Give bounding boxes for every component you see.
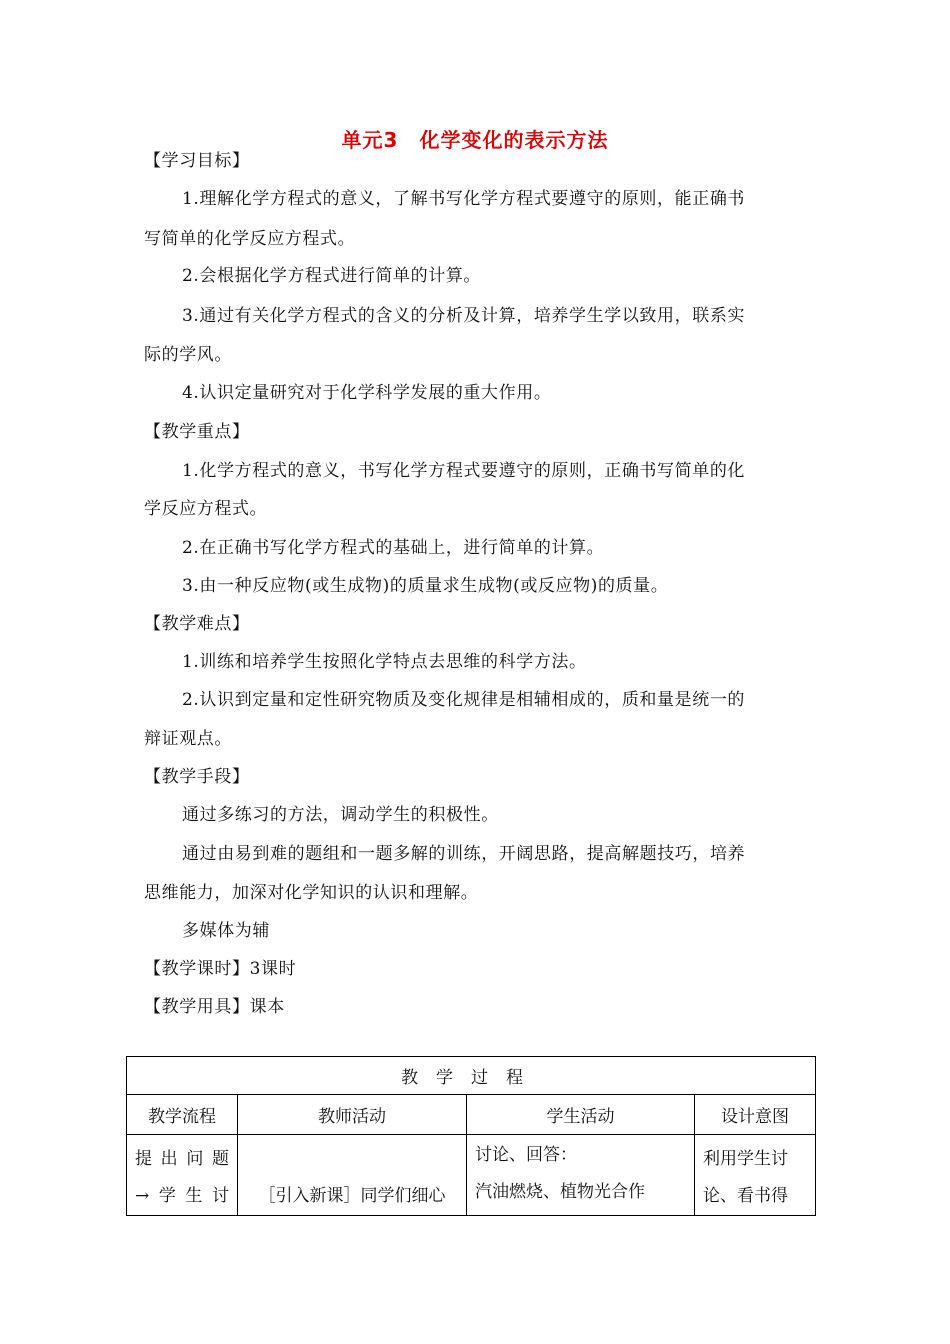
student-cell (467, 1135, 695, 1216)
table-header: 教学过程 (127, 1057, 816, 1095)
objective-3-line-2: 际的学风。 (144, 345, 232, 365)
flow-cell (127, 1135, 238, 1216)
teaching-process-table (126, 1056, 816, 1216)
objective-1-line-1: 1.理解化学方程式的意义，了解书写化学方程式要遵守的原则，能正确书 (182, 189, 746, 209)
column-header-flow: 教学流程 (127, 1095, 238, 1135)
intent-line-1: 利用学生讨 (703, 1149, 788, 1169)
column-header-teacher: 教师活动 (238, 1095, 467, 1135)
column-header-student: 学生活动 (467, 1095, 695, 1135)
section-heading-objectives: 【学习目标】 (144, 151, 250, 171)
intent-line-2: 论、看书得 (703, 1186, 788, 1206)
document-title: 单元3 化学变化的表示方法 (341, 128, 609, 152)
intent-cell (695, 1135, 816, 1216)
objective-4: 4.认识定量研究对于化学科学发展的重大作用。 (182, 383, 552, 403)
key-point-1-line-2: 学反应方程式。 (144, 499, 268, 519)
method-1: 通过多练习的方法，调动学生的积极性。 (182, 805, 499, 825)
flow-line-1: 提出问题 (135, 1149, 229, 1169)
teaching-tools: 【教学用具】课本 (144, 997, 285, 1017)
objective-1-line-2: 写简单的化学反应方程式。 (144, 229, 356, 249)
difficulty-2-line-1: 2.认识到定量和定性研究物质及变化规律是相辅相成的，质和量是统一的 (182, 690, 746, 710)
section-heading-methods: 【教学手段】 (144, 767, 250, 787)
objective-3-line-1: 3.通过有关化学方程式的含义的分析及计算，培养学生学以致用，联系实 (182, 306, 746, 326)
section-heading-difficulties: 【教学难点】 (144, 614, 250, 634)
flow-line-2: →学生讨 (135, 1186, 229, 1206)
key-point-2: 2.在正确书写化学方程式的基础上，进行简单的计算。 (182, 538, 605, 558)
objective-2: 2.会根据化学方程式进行简单的计算。 (182, 266, 482, 286)
teacher-cell (238, 1135, 467, 1216)
class-hours: 【教学课时】3课时 (144, 959, 297, 979)
difficulty-2-line-2: 辩证观点。 (144, 729, 232, 749)
student-line-1: 讨论、回答： (475, 1145, 577, 1165)
method-3: 多媒体为辅 (182, 921, 270, 941)
key-point-1-line-1: 1.化学方程式的意义，书写化学方程式要遵守的原则，正确书写简单的化 (182, 461, 746, 481)
student-line-2: 汽油燃烧、植物光合作 (475, 1182, 645, 1202)
key-point-3: 3.由一种反应物(或生成物)的质量求生成物(或反应物)的质量。 (182, 576, 669, 596)
table-header-row (127, 1057, 816, 1095)
section-heading-key-points: 【教学重点】 (144, 422, 250, 442)
teacher-line-1: ［引入新课］同学们细心 (258, 1186, 446, 1206)
column-header-intent: 设计意图 (695, 1095, 816, 1135)
table-column-header-row (127, 1095, 816, 1135)
table-row (127, 1135, 816, 1216)
difficulty-1: 1.训练和培养学生按照化学特点去思维的科学方法。 (182, 652, 587, 672)
method-2-line-2: 思维能力，加深对化学知识的认识和理解。 (144, 883, 479, 903)
method-2-line-1: 通过由易到难的题组和一题多解的训练，开阔思路，提高解题技巧，培养 (182, 844, 746, 864)
